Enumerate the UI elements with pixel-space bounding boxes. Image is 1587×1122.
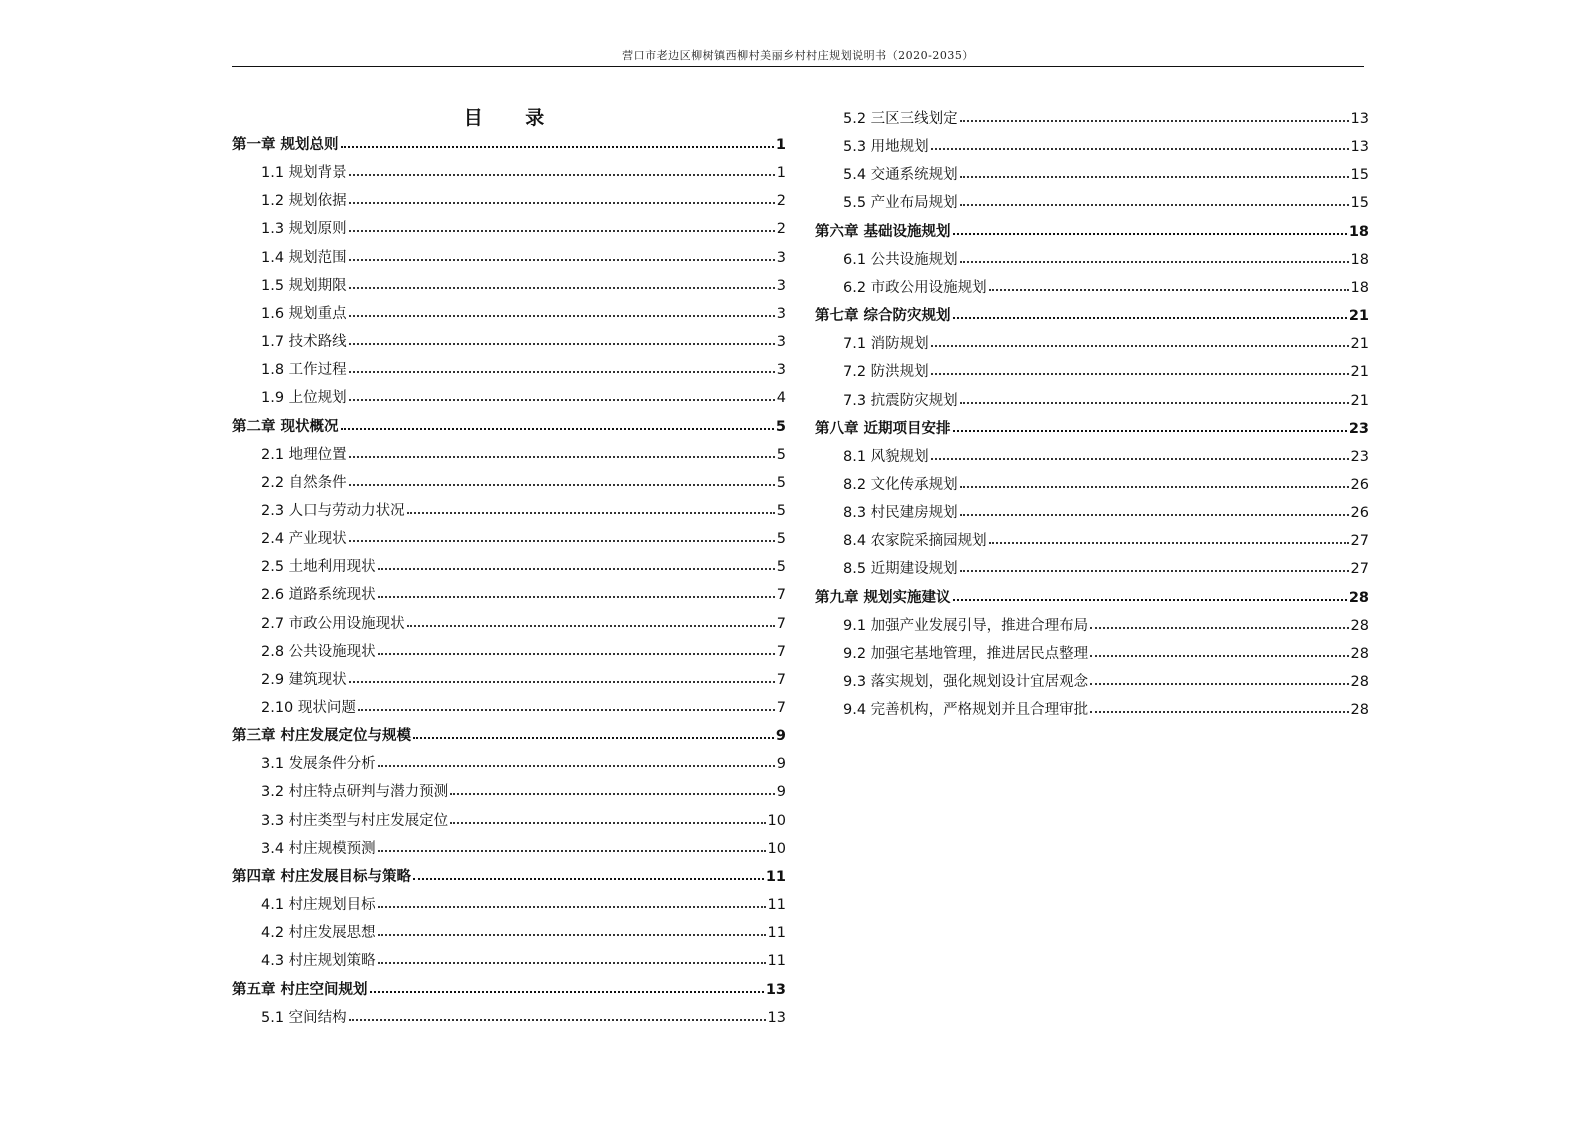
toc-page-number: 28 [1348, 589, 1369, 606]
toc-entry-label: 1.8 工作过程 [261, 362, 347, 379]
toc-entry-label: 9.1 加强产业发展引导，推进合理布局 [843, 617, 1089, 634]
toc-entry-label: 3.1 发展条件分析 [261, 756, 376, 773]
toc-dot-leader [378, 568, 775, 570]
toc-dot-leader [378, 765, 775, 767]
toc-page-number: 3 [776, 249, 786, 266]
toc-dot-leader [960, 261, 1349, 263]
toc-page-number: 11 [765, 868, 786, 885]
toc-dot-leader [349, 230, 775, 232]
toc-dot-leader [960, 204, 1349, 206]
toc-chapter-entry [815, 415, 1369, 443]
toc-dot-leader [960, 486, 1349, 488]
toc-entry-label: 2.3 人口与劳动力状况 [261, 502, 405, 519]
toc-dot-leader [1090, 711, 1348, 713]
toc-section-entry [843, 358, 1369, 386]
toc-entry-label: 1.1 规划背景 [261, 165, 347, 182]
toc-section-entry [261, 581, 786, 609]
toc-page-number: 28 [1350, 645, 1369, 662]
toc-entry-label: 4.2 村庄发展思想 [261, 925, 376, 942]
toc-entry-label: 7.3 抗震防灾规划 [843, 392, 958, 409]
toc-section-entry [261, 919, 786, 947]
toc-section-entry [261, 666, 786, 694]
toc-section-entry [261, 469, 786, 497]
toc-dot-leader [931, 458, 1349, 460]
toc-dot-leader [450, 822, 765, 824]
toc-dot-leader [341, 146, 774, 148]
toc-entry-label: 1.3 规划原则 [261, 221, 347, 238]
toc-entry-label: 3.2 村庄特点研判与潜力预测 [261, 784, 449, 801]
toc-entry-label: 第八章 近期项目安排 [815, 420, 951, 437]
toc-chapter-entry [232, 976, 786, 1004]
toc-dot-leader [931, 148, 1349, 150]
toc-entry-label: 2.6 道路系统现状 [261, 587, 376, 604]
toc-section-entry [843, 443, 1369, 471]
toc-page-number: 9 [776, 784, 786, 801]
toc-entry-label: 2.9 建筑现状 [261, 671, 347, 688]
toc-entry-label: 8.3 村民建房规划 [843, 505, 958, 522]
toc-entry-label: 2.1 地理位置 [261, 446, 347, 463]
toc-dot-leader [407, 512, 775, 514]
toc-entry-label: 7.1 消防规划 [843, 336, 929, 353]
toc-page-number: 21 [1350, 392, 1369, 409]
toc-entry-label: 3.3 村庄类型与村庄发展定位 [261, 812, 449, 829]
toc-entry-label: 8.4 农家院采摘园规划 [843, 533, 987, 550]
toc-page-number: 21 [1348, 308, 1369, 325]
toc-entry-label: 1.9 上位规划 [261, 390, 347, 407]
toc-section-entry [261, 1004, 786, 1032]
toc-entry-label: 2.10 现状问题 [261, 700, 356, 716]
toc-entry-label: 9.2 加强宅基地管理，推进居民点整理 [843, 645, 1089, 662]
toc-page-number: 2 [776, 193, 786, 210]
toc-dot-leader [349, 484, 775, 486]
toc-dot-leader [960, 514, 1349, 516]
toc-section-entry [843, 161, 1369, 189]
toc-page-number: 3 [776, 334, 786, 351]
toc-entry-label: 5.5 产业布局规划 [843, 195, 958, 212]
toc-dot-leader [1090, 655, 1348, 657]
toc-dot-leader [931, 373, 1349, 375]
toc-dot-leader [1090, 627, 1348, 629]
running-header: 营口市老边区柳树镇西柳村美丽乡村村庄规划说明书（2020-2035） [622, 49, 974, 62]
toc-entry-label: 8.1 风貌规划 [843, 448, 929, 465]
toc-page-number: 13 [765, 981, 786, 998]
toc-entry-label: 第九章 规划实施建议 [815, 589, 951, 606]
toc-dot-leader [989, 289, 1349, 291]
toc-section-entry [843, 330, 1369, 358]
toc-dot-leader [349, 315, 775, 317]
toc-section-entry [261, 891, 786, 919]
toc-entry-label: 2.7 市政公用设施现状 [261, 615, 405, 632]
toc-entry-label: 1.4 规划范围 [261, 249, 347, 266]
toc-section-entry [261, 947, 786, 975]
toc-chapter-entry [232, 413, 786, 441]
toc-dot-leader [349, 681, 775, 683]
toc-page-number: 27 [1350, 533, 1369, 550]
toc-dot-leader [349, 456, 775, 458]
toc-dot-leader [349, 540, 775, 542]
toc-section-entry [843, 387, 1369, 415]
toc-page-number: 5 [776, 559, 786, 576]
toc-section-entry [843, 471, 1369, 499]
toc-chapter-entry [815, 302, 1369, 330]
toc-page-number: 28 [1350, 674, 1369, 690]
toc-entry-label: 6.2 市政公用设施规划 [843, 279, 987, 296]
toc-section-entry [843, 527, 1369, 555]
toc-section-entry [261, 215, 786, 243]
toc-section-entry [261, 778, 786, 806]
toc-section-entry [843, 555, 1369, 583]
toc-page-number: 21 [1350, 364, 1369, 381]
toc-chapter-entry [232, 131, 786, 159]
toc-dot-leader [407, 625, 775, 627]
toc-entry-label: 2.2 自然条件 [261, 474, 347, 491]
toc-page-number: 11 [767, 925, 786, 942]
toc-title: 目 录 [463, 107, 563, 129]
toc-section-entry [261, 384, 786, 412]
toc-section-entry [261, 638, 786, 666]
toc-page-number: 3 [776, 277, 786, 294]
toc-section-entry [261, 835, 786, 863]
toc-page-number: 5 [776, 531, 786, 548]
toc-section-entry [843, 105, 1369, 133]
toc-section-entry [843, 499, 1369, 527]
toc-dot-leader [953, 599, 1347, 601]
toc-page-number: 4 [776, 390, 786, 407]
header-rule [232, 66, 1364, 67]
toc-section-entry [843, 696, 1369, 724]
toc-section-entry [261, 610, 786, 638]
toc-dot-leader [960, 120, 1349, 122]
toc-page-number: 15 [1350, 195, 1369, 212]
toc-entry-label: 第四章 村庄发展目标与策略 [232, 868, 412, 885]
toc-page-number: 7 [776, 615, 786, 632]
toc-entry-label: 7.2 防洪规划 [843, 364, 929, 381]
toc-section-entry [261, 187, 786, 215]
toc-dot-leader [378, 962, 766, 964]
toc-dot-leader [349, 371, 775, 373]
toc-section-entry [843, 668, 1369, 696]
toc-section-entry [261, 159, 786, 187]
toc-page-number: 10 [767, 840, 786, 857]
toc-page-number: 13 [1350, 111, 1369, 127]
toc-dot-leader [1090, 683, 1348, 685]
toc-section-entry [843, 274, 1369, 302]
toc-dot-leader [341, 428, 774, 430]
toc-entry-label: 1.7 技术路线 [261, 334, 347, 351]
toc-entry-label: 2.5 土地利用现状 [261, 559, 376, 576]
toc-page-number: 28 [1350, 617, 1369, 634]
toc-section-entry [843, 133, 1369, 161]
toc-dot-leader [349, 174, 775, 176]
toc-section-entry [843, 612, 1369, 640]
toc-entry-label: 1.5 规划期限 [261, 277, 347, 294]
toc-entry-label: 1.6 规划重点 [261, 305, 347, 322]
toc-entry-label: 3.4 村庄规模预测 [261, 840, 376, 857]
toc-section-entry [261, 441, 786, 469]
toc-page-number: 10 [767, 812, 786, 829]
toc-section-entry [261, 497, 786, 525]
toc-section-entry [261, 694, 786, 722]
toc-entry-label: 8.2 文化传承规划 [843, 476, 958, 493]
toc-dot-leader [378, 934, 766, 936]
toc-section-entry [261, 525, 786, 553]
toc-page-number: 5 [776, 502, 786, 519]
toc-page-number: 23 [1350, 448, 1369, 465]
toc-dot-leader [349, 343, 775, 345]
toc-page-number: 27 [1350, 561, 1369, 578]
toc-chapter-entry [815, 218, 1369, 246]
toc-page-number: 11 [767, 953, 786, 970]
toc-dot-leader [349, 259, 775, 261]
toc-section-entry [843, 640, 1369, 668]
toc-page-number: 18 [1350, 279, 1369, 296]
toc-page-number: 18 [1350, 251, 1369, 268]
toc-page-number: 9 [776, 756, 786, 773]
toc-entry-label: 第一章 规划总则 [232, 137, 339, 153]
toc-dot-leader [413, 878, 764, 880]
toc-dot-leader [960, 176, 1349, 178]
toc-entry-label: 6.1 公共设施规划 [843, 251, 958, 268]
toc-dot-leader [370, 991, 764, 993]
toc-page-number: 7 [776, 643, 786, 660]
toc-dot-leader [953, 430, 1347, 432]
toc-entry-label: 第六章 基础设施规划 [815, 223, 951, 240]
toc-page-number: 11 [767, 897, 786, 914]
toc-section-entry [261, 750, 786, 778]
toc-page-number: 7 [776, 587, 786, 604]
toc-page-number: 1 [776, 165, 786, 182]
toc-dot-leader [349, 399, 775, 401]
toc-section-entry [843, 189, 1369, 217]
toc-page-number: 2 [776, 221, 786, 238]
toc-entry-label: 2.8 公共设施现状 [261, 643, 376, 660]
toc-dot-leader [378, 596, 775, 598]
toc-chapter-entry [232, 722, 786, 750]
toc-entry-label: 第二章 现状概况 [232, 418, 339, 435]
toc-page-number: 5 [775, 418, 786, 435]
toc-page-number: 5 [776, 446, 786, 463]
toc-page-number: 7 [776, 700, 786, 716]
toc-page-number: 23 [1348, 420, 1369, 437]
toc-section-entry [261, 272, 786, 300]
toc-entry-label: 第七章 综合防灾规划 [815, 308, 951, 325]
toc-chapter-entry [815, 584, 1369, 612]
toc-dot-leader [349, 1019, 766, 1021]
toc-dot-leader [960, 570, 1349, 572]
toc-entry-label: 4.1 村庄规划目标 [261, 897, 376, 914]
toc-section-entry [261, 300, 786, 328]
toc-section-entry [261, 244, 786, 272]
toc-dot-leader [450, 793, 775, 795]
toc-dot-leader [413, 737, 774, 739]
toc-entry-label: 9.4 完善机构，严格规划并且合理审批 [843, 702, 1089, 719]
toc-entry-label: 5.4 交通系统规划 [843, 167, 958, 184]
toc-section-entry [261, 328, 786, 356]
toc-chapter-entry [232, 863, 786, 891]
toc-entry-label: 8.5 近期建设规划 [843, 561, 958, 578]
toc-dot-leader [953, 233, 1347, 235]
toc-dot-leader [953, 317, 1347, 319]
toc-dot-leader [960, 402, 1349, 404]
toc-dot-leader [349, 202, 775, 204]
toc-page-number: 5 [776, 474, 786, 491]
toc-page-number: 3 [776, 362, 786, 379]
toc-page-number: 26 [1350, 476, 1369, 493]
toc-dot-leader [358, 709, 775, 711]
toc-page-number: 13 [767, 1009, 786, 1026]
toc-entry-label: 1.2 规划依据 [261, 193, 347, 210]
toc-page-number: 18 [1348, 223, 1369, 240]
toc-page-number: 9 [775, 728, 786, 745]
toc-section-entry [261, 553, 786, 581]
toc-dot-leader [378, 906, 766, 908]
toc-page-number: 13 [1350, 139, 1369, 156]
toc-dot-leader [349, 287, 775, 289]
toc-page-number: 26 [1350, 505, 1369, 522]
toc-dot-leader [989, 542, 1349, 544]
toc-entry-label: 5.3 用地规划 [843, 139, 929, 156]
toc-section-entry [843, 246, 1369, 274]
toc-page-number: 3 [776, 305, 786, 322]
toc-entry-label: 5.2 三区三线划定 [843, 111, 958, 127]
toc-page-number: 28 [1350, 702, 1369, 719]
toc-dot-leader [378, 653, 775, 655]
toc-entry-label: 9.3 落实规划，强化规划设计宜居观念 [843, 674, 1089, 690]
toc-entry-label: 第三章 村庄发展定位与规模 [232, 728, 412, 745]
toc-page-number: 1 [775, 137, 786, 153]
toc-entry-label: 第五章 村庄空间规划 [232, 981, 368, 998]
toc-page-number: 21 [1350, 336, 1369, 353]
toc-entry-label: 4.3 村庄规划策略 [261, 953, 376, 970]
toc-section-entry [261, 356, 786, 384]
toc-entry-label: 5.1 空间结构 [261, 1009, 347, 1026]
toc-section-entry [261, 807, 786, 835]
toc-dot-leader [378, 850, 766, 852]
toc-page-number: 7 [776, 671, 786, 688]
toc-page-number: 15 [1350, 167, 1369, 184]
toc-dot-leader [931, 345, 1349, 347]
toc-entry-label: 2.4 产业现状 [261, 531, 347, 548]
